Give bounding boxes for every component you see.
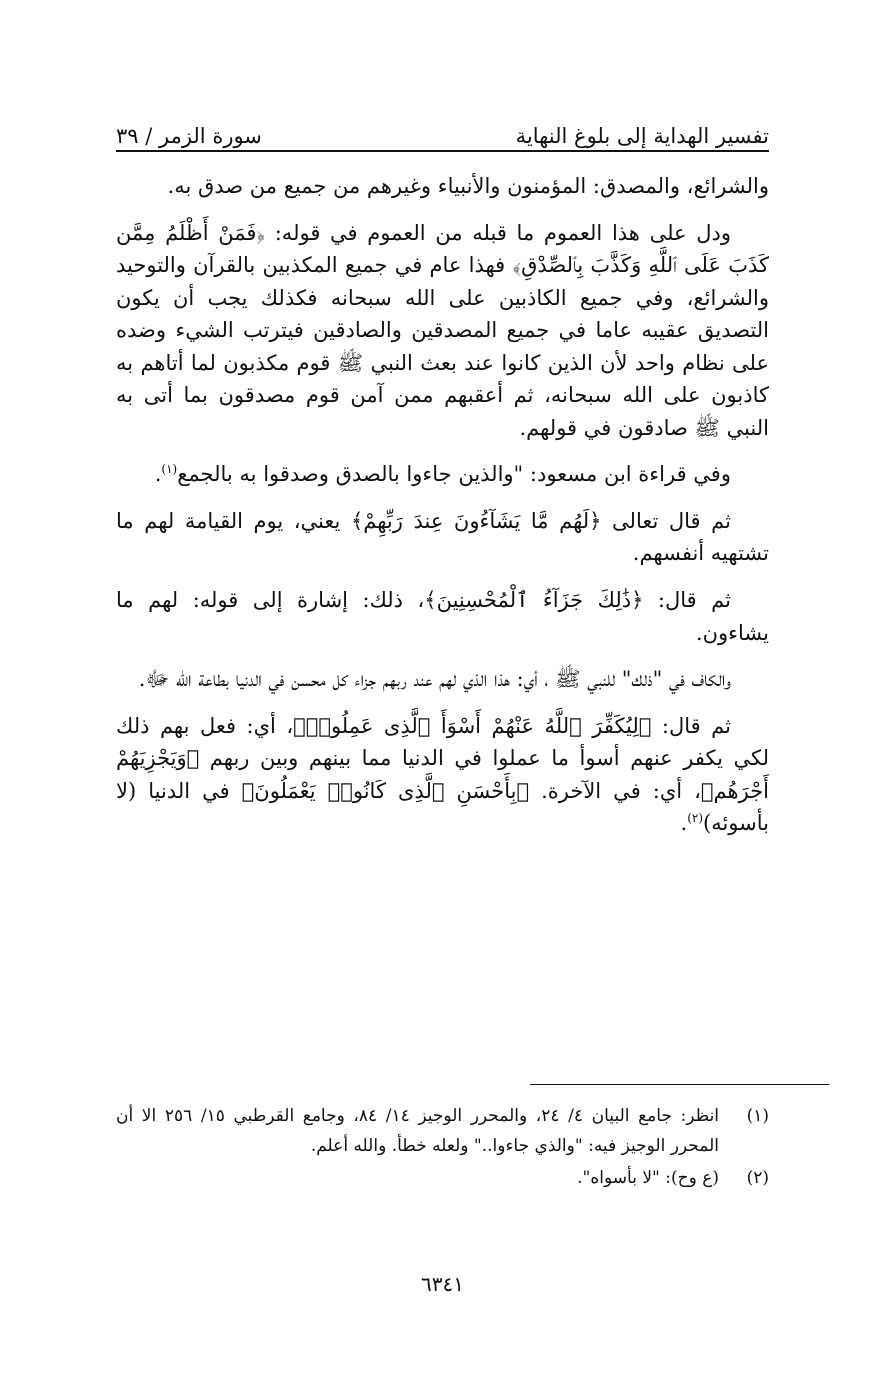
paragraph: والكاف في "ذلك" للنبي ﷺ ، أي: هذا الذي لهم عند ربهم جزاء كل محسن في الدنيا بطاعة الله ﷻ. (138, 667, 731, 692)
page-number: ٦٣٤١ (421, 1272, 464, 1296)
footnote-text: انظر: جامع البيان ٤/ ٢٤، والمحرر الوجيز ١٤/ ٨٤، وجامع القرطبي ١٥/ ٢٥٦ الا أن المحرر الوجيز فيه: "والذي جاءوا.." ولعله خطأ. والله أعلم. (116, 1106, 720, 1156)
surah-reference: سورة الزمر / ٣٩ (116, 123, 262, 148)
footnote-marker: (١) (161, 462, 178, 477)
paragraph: ثم قال: ﴿ذَٰلِكَ جَزَآءُ ٱلْمُحْسِنِينَ﴾، ذلك: إشارة إلى قوله: لهم ما يشاءون. (116, 588, 769, 645)
paragraph: ثم قال تعالى ﴿لَهُم مَّا يَشَآءُونَ عِندَ رَبِّهِمْ﴾ يعني، يوم القيامة لهم ما تشتهيه أنفسهم. (116, 508, 769, 566)
footnote (116, 1102, 769, 1162)
book-title: تفسير الهداية إلى بلوغ النهاية (515, 123, 769, 148)
paragraph: والشرائع، والمصدق: المؤمنون والأنبياء وغيرهم من جميع من صدق به. (167, 174, 769, 198)
running-header (116, 108, 769, 148)
paragraph: ودل على هذا العموم ما قبله من العموم في قوله: ﴿فَمَنْ أَظْلَمُ مِمَّن كَذَبَ عَلَى ٱللَّهِ وَكَذَّبَ بِٱلصِّدْقِ﴾ فهذا عام في جميع المكذبين بالقرآن والتوحيد والشرائع، وفي جميع الكاذبين على الله سبحانه فكذلك يجب أن يكون التصديق عقيبه عاما في جميع المصدقين والصادقين فيترتب الشيء وضده على نظام واحد لأن الذين كانوا عند بعث النبي ﷺ قوم مكذبون لما أتاهم به كاذبون على الله سبحانه، ثم أعقبهم ممن آمن قوم مصدقون بما أتى به النبي ﷺ صادقون في قولهم. (116, 220, 769, 440)
footnote-marker: (٢) (687, 811, 704, 826)
header-divider (116, 150, 769, 152)
footnote (116, 1164, 769, 1194)
footnote-divider (530, 1084, 829, 1085)
paragraph: وفي قراءة ابن مسعود: "والذين جاءوا بالصدق وصدقوا به بالجمع$^{(١)}$. (154, 462, 731, 487)
footnote-number: (٢) (746, 1167, 769, 1188)
main-text (116, 170, 769, 854)
footnotes (116, 1102, 769, 1195)
paragraph: ثم قال: ﴿لِيُكَفِّرَ ٱللَّهُ عَنْهُمْ أَسْوَأَ ٱلَّذِى عَمِلُوا۟﴾، أي: فعل بهم ذلك لكي يكفر عنهم أسوأ ما عملوا في الدنيا مما بينهم وبين ربهم ﴿وَيَجْزِيَهُمْ أَجْرَهُم﴾، أي: في الآخرة. ﴿بِأَحْسَنِ ٱلَّذِى كَانُوا۟ يَعْمَلُونَ﴾ في الدنيا (لا بأسوئه)$^{(٢)}$. (116, 713, 769, 836)
footnote-number: (١) (746, 1106, 769, 1126)
footnote-text: (ع وح): "لا بأسواه". (577, 1167, 719, 1188)
